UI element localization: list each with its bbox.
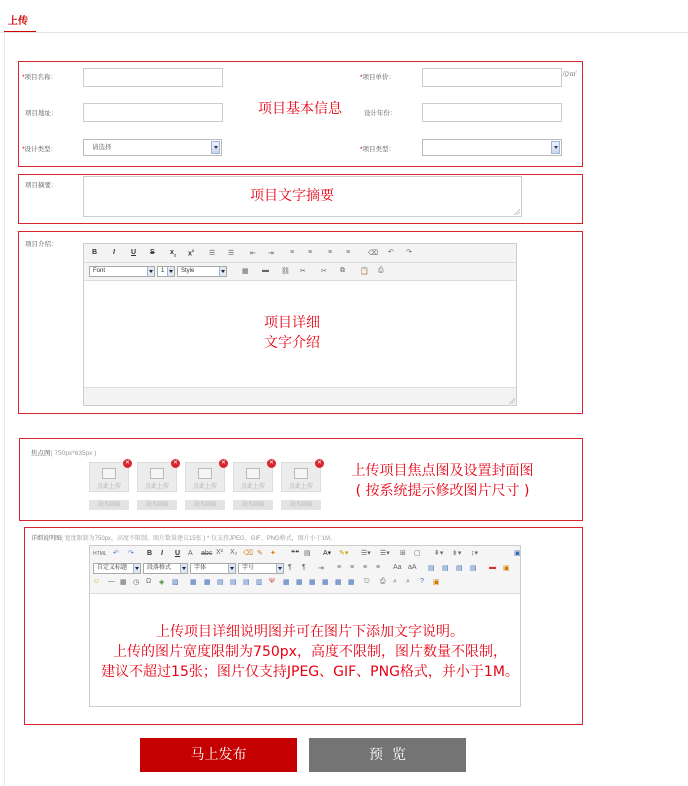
upload-caption: 点此上传 xyxy=(288,484,313,490)
delete-icon[interactable]: ✕ xyxy=(172,460,179,466)
chevron-down-icon xyxy=(147,267,154,276)
basic-info-note: 项目基本信息 xyxy=(258,101,342,117)
cut-icon[interactable]: ✂ xyxy=(321,268,327,275)
resize-grip-icon[interactable] xyxy=(509,398,515,404)
auto-format-icon[interactable]: ✦ xyxy=(270,550,276,557)
italic-icon[interactable]: I xyxy=(161,550,163,557)
ordered-list-icon[interactable]: ☰ xyxy=(209,250,216,257)
italic-icon[interactable]: I xyxy=(113,249,115,256)
font-select[interactable]: Font xyxy=(89,266,155,277)
set-cover-button[interactable]: 设为封面 xyxy=(233,500,273,510)
merge-right-icon[interactable]: ▦ xyxy=(296,579,303,586)
split-cells-icon[interactable]: ▦ xyxy=(322,579,329,586)
chevron-down-icon xyxy=(211,141,220,154)
intro-resize-bar xyxy=(84,387,516,405)
focus-upload-slot[interactable] xyxy=(185,462,225,492)
design-type-label: *设计类型： xyxy=(22,146,58,153)
chevron-down-icon xyxy=(133,564,140,573)
underline-icon[interactable]: U xyxy=(131,249,137,256)
project-type-select[interactable] xyxy=(422,139,562,156)
justify-icon[interactable]: ≡ xyxy=(346,249,351,256)
intro-note-line2: 文字介绍 xyxy=(264,335,320,351)
delete-col-icon[interactable]: Ψ xyxy=(269,578,275,585)
pasteplain-icon[interactable]: ▤ xyxy=(304,550,311,557)
unit-price-label: *项目单价： xyxy=(360,74,396,81)
focus-note-line1: 上传项目焦点图及设置封面图 xyxy=(351,463,534,479)
undo-icon[interactable]: ↶ xyxy=(113,550,119,557)
set-cover-button[interactable]: 设为封面 xyxy=(137,500,177,510)
image-right-icon[interactable]: ▤ xyxy=(456,565,463,572)
summary-label: 项目摘要： xyxy=(25,182,58,189)
print-icon[interactable]: ⎙ xyxy=(380,578,386,585)
summary-note: 项目文字摘要 xyxy=(250,188,334,204)
custom-heading-select[interactable]: 自定义标题 xyxy=(93,563,141,574)
unordered-list-icon[interactable]: ☰ xyxy=(228,250,235,257)
project-address-label: 项目地址： xyxy=(25,110,58,117)
focus-upload-slot[interactable] xyxy=(233,462,273,492)
image-placeholder-icon xyxy=(246,468,260,479)
focus-upload-slot[interactable] xyxy=(281,462,321,492)
chevron-down-icon xyxy=(180,564,187,573)
remove-format-icon[interactable]: ⌫ xyxy=(368,250,378,257)
horizontal-rule-icon[interactable]: — xyxy=(108,578,115,585)
detail-note-line3: 建议不超过15张；图片仅支持JPEG、GIF、PNG格式，并小于1M。 xyxy=(101,664,519,680)
image-none-icon[interactable]: ▤ xyxy=(442,565,449,572)
header-divider xyxy=(0,32,688,33)
set-cover-button[interactable]: 设为封面 xyxy=(185,500,225,510)
delete-icon[interactable]: ✕ xyxy=(124,460,131,466)
insert-paragraph-icon[interactable]: ▤ xyxy=(217,579,224,586)
html-source-button[interactable]: HTML xyxy=(93,551,107,557)
publish-button[interactable]: 马上发布 xyxy=(140,738,297,772)
project-name-label: *项目名称： xyxy=(22,74,58,81)
image-placeholder-icon xyxy=(150,468,164,479)
ordered-list-icon[interactable]: ☰▾ xyxy=(361,550,371,557)
undo-icon[interactable]: ↶ xyxy=(388,249,394,256)
insert-col-icon[interactable]: ▥ xyxy=(256,579,263,586)
design-type-select[interactable]: 请选择 xyxy=(83,139,222,156)
fullscreen-icon[interactable]: ▣ xyxy=(514,550,521,557)
style-select[interactable]: Style xyxy=(177,266,227,277)
image-placeholder-icon xyxy=(102,468,116,479)
image-left-icon[interactable]: ▤ xyxy=(428,565,435,572)
upload-caption: 点此上传 xyxy=(240,484,265,490)
line-height-icon[interactable]: ↕▾ xyxy=(471,550,479,557)
backcolor-icon[interactable]: ✎▾ xyxy=(339,550,349,557)
anchor-icon[interactable]: ▬ xyxy=(489,564,496,571)
pagebreak-icon[interactable]: ⎋ xyxy=(364,578,370,585)
chevron-down-icon xyxy=(551,141,560,154)
delete-icon[interactable]: ✕ xyxy=(220,460,227,466)
merge-cells-icon[interactable]: ▦ xyxy=(283,579,290,586)
focus-label: 焦点图( 750px*635px ) xyxy=(31,450,97,457)
table-icon[interactable]: ▦ xyxy=(242,268,249,275)
align-right-icon[interactable]: ≡ xyxy=(363,564,368,571)
redo-icon[interactable]: ↷ xyxy=(128,550,134,557)
image-center-icon[interactable]: ▤ xyxy=(470,565,477,572)
insert-frame-icon[interactable]: ▣ xyxy=(503,565,510,572)
outdent-icon[interactable]: ⇤ xyxy=(250,250,256,257)
print-icon[interactable]: ⎙ xyxy=(378,267,384,274)
paste-icon[interactable]: 📋 xyxy=(360,268,369,275)
delete-icon[interactable]: ✕ xyxy=(268,460,275,466)
project-name-input[interactable] xyxy=(83,68,223,87)
detail-note xyxy=(80,622,540,682)
font-family-select[interactable]: 字体 xyxy=(190,563,236,574)
row-spacing-bottom-icon[interactable]: ⇟▾ xyxy=(452,550,462,557)
set-cover-button[interactable]: 设为封面 xyxy=(281,500,321,510)
map-icon[interactable]: ◈ xyxy=(159,579,165,586)
split-rows-icon[interactable]: ▦ xyxy=(335,579,342,586)
detail-note-line2: 上传的图片宽度限制为750px，高度不限制，图片数量不限制， xyxy=(113,644,507,660)
clear-doc-icon[interactable]: ▢ xyxy=(414,550,421,557)
strikethrough-icon[interactable]: abc xyxy=(201,550,213,557)
redo-icon[interactable]: ↷ xyxy=(406,249,412,256)
delete-row-icon[interactable]: ▤ xyxy=(243,579,250,586)
tab-upload[interactable]: 上传 xyxy=(8,16,28,27)
delete-table-icon[interactable]: ▦ xyxy=(204,579,211,586)
justify-icon[interactable]: ≡ xyxy=(376,564,381,571)
unordered-list-icon[interactable]: ☰▾ xyxy=(380,550,390,557)
preview-button[interactable]: 预 览 xyxy=(309,738,466,772)
link-icon[interactable]: ⛓ xyxy=(281,268,290,275)
emotion-icon[interactable]: ☺ xyxy=(93,578,101,585)
unit-price-unit: 元/㎡ xyxy=(561,71,576,78)
subscript-icon[interactable]: X₂ xyxy=(230,549,238,556)
preview-icon[interactable]: ⌕ xyxy=(393,578,397,585)
format-brush-icon[interactable]: ✎ xyxy=(257,550,263,557)
indent-icon[interactable]: ⇥ xyxy=(318,565,324,572)
project-address-input[interactable] xyxy=(83,103,223,122)
focus-upload-slot[interactable] xyxy=(89,462,129,492)
image-placeholder-icon xyxy=(294,468,308,479)
upload-caption: 点此上传 xyxy=(96,484,121,490)
size-select[interactable]: 1 xyxy=(157,266,175,277)
font-border-icon[interactable]: A xyxy=(188,550,193,557)
insert-image-icon[interactable]: ▨ xyxy=(172,579,179,586)
rtl-icon[interactable]: ¶ xyxy=(302,564,306,571)
align-left-icon[interactable]: ≡ xyxy=(290,249,295,256)
upload-caption: 点此上传 xyxy=(192,484,217,490)
focus-upload-slot[interactable] xyxy=(137,462,177,492)
underline-icon[interactable]: U xyxy=(175,550,181,557)
detail-note-line1: 上传项目详细说明图并可在图片下添加文字说明。 xyxy=(156,624,464,640)
superscript-icon[interactable]: X² xyxy=(216,549,223,556)
resize-grip-icon[interactable] xyxy=(514,209,520,215)
superscript-icon[interactable]: $x^2$ xyxy=(188,248,195,258)
align-center-icon[interactable]: ≡ xyxy=(308,249,313,256)
design-year-input[interactable] xyxy=(422,103,562,122)
hr-icon[interactable]: ▬ xyxy=(262,267,269,274)
focus-note-line2: ( 按系统提示修改图片尺寸 ) xyxy=(355,483,530,499)
strike-icon[interactable]: S xyxy=(150,249,155,256)
project-type-label: *项目类型： xyxy=(360,146,396,153)
align-center-icon[interactable]: ≡ xyxy=(350,564,355,571)
intro-toolbar-row1 xyxy=(84,244,516,263)
intro-note-line1: 项目详细 xyxy=(264,315,320,331)
upload-caption: 点此上传 xyxy=(144,484,169,490)
align-left-icon[interactable]: ≡ xyxy=(337,564,342,571)
subscript-icon[interactable]: $x_2$ xyxy=(170,249,177,258)
insert-table-icon[interactable]: ▦ xyxy=(190,579,197,586)
drafts-icon[interactable]: ▣ xyxy=(433,579,440,586)
forecolor-icon[interactable]: A▾ xyxy=(323,550,332,557)
time-icon[interactable]: ◷ xyxy=(133,579,140,586)
left-border xyxy=(4,33,5,786)
split-cols-icon[interactable]: ▦ xyxy=(348,579,355,586)
help-icon[interactable]: ? xyxy=(420,578,424,585)
unlink-icon[interactable]: ✂ xyxy=(300,268,306,275)
intro-toolbar-row2 xyxy=(84,263,516,281)
bold-icon[interactable]: B xyxy=(147,550,153,557)
set-cover-button[interactable]: 设为封面 xyxy=(89,500,129,510)
search-replace-icon[interactable]: ⌕ xyxy=(406,578,410,585)
ltr-icon[interactable]: ¶ xyxy=(288,564,292,571)
focus-note xyxy=(335,461,550,501)
font-size-select[interactable]: 字号 xyxy=(238,563,284,574)
date-icon[interactable]: ▦ xyxy=(120,579,127,586)
indent-icon[interactable]: ⇥ xyxy=(268,250,274,257)
merge-down-icon[interactable]: ▦ xyxy=(309,579,316,586)
row-spacing-top-icon[interactable]: ⇞▾ xyxy=(434,550,444,557)
lowercase-icon[interactable]: aA xyxy=(408,564,417,571)
paragraph-select[interactable]: 段落格式 xyxy=(143,563,188,574)
intro-note xyxy=(232,313,352,353)
insert-row-icon[interactable]: ▤ xyxy=(230,579,237,586)
chevron-down-icon xyxy=(167,267,174,276)
detail-toolbar xyxy=(90,546,520,594)
eraser-icon[interactable]: ⌫ xyxy=(243,550,253,557)
detail-label: 详细说明图( 宽度限制为750px，高度不限制，图片数量建议15张 ) * 仅支持JPEG、GIF、PNG格式，图片小于1M。 xyxy=(31,536,337,542)
intro-label: 项目介绍： xyxy=(25,241,58,248)
design-year-label: 设计年份： xyxy=(364,110,397,117)
chevron-down-icon xyxy=(276,564,283,573)
image-placeholder-icon xyxy=(198,468,212,479)
align-right-icon[interactable]: ≡ xyxy=(328,249,333,256)
special-chars-icon[interactable]: Ω xyxy=(146,578,152,585)
chevron-down-icon xyxy=(228,564,235,573)
delete-icon[interactable]: ✕ xyxy=(316,460,323,466)
uppercase-icon[interactable]: Aa xyxy=(393,564,402,571)
copy-icon[interactable]: ⧉ xyxy=(340,267,345,274)
chevron-down-icon xyxy=(219,267,226,276)
select-all-icon[interactable]: ⊞ xyxy=(400,550,406,557)
blockquote-icon[interactable]: ❝❝ xyxy=(291,550,300,557)
bold-icon[interactable]: B xyxy=(92,249,98,256)
unit-price-input[interactable] xyxy=(422,68,562,87)
